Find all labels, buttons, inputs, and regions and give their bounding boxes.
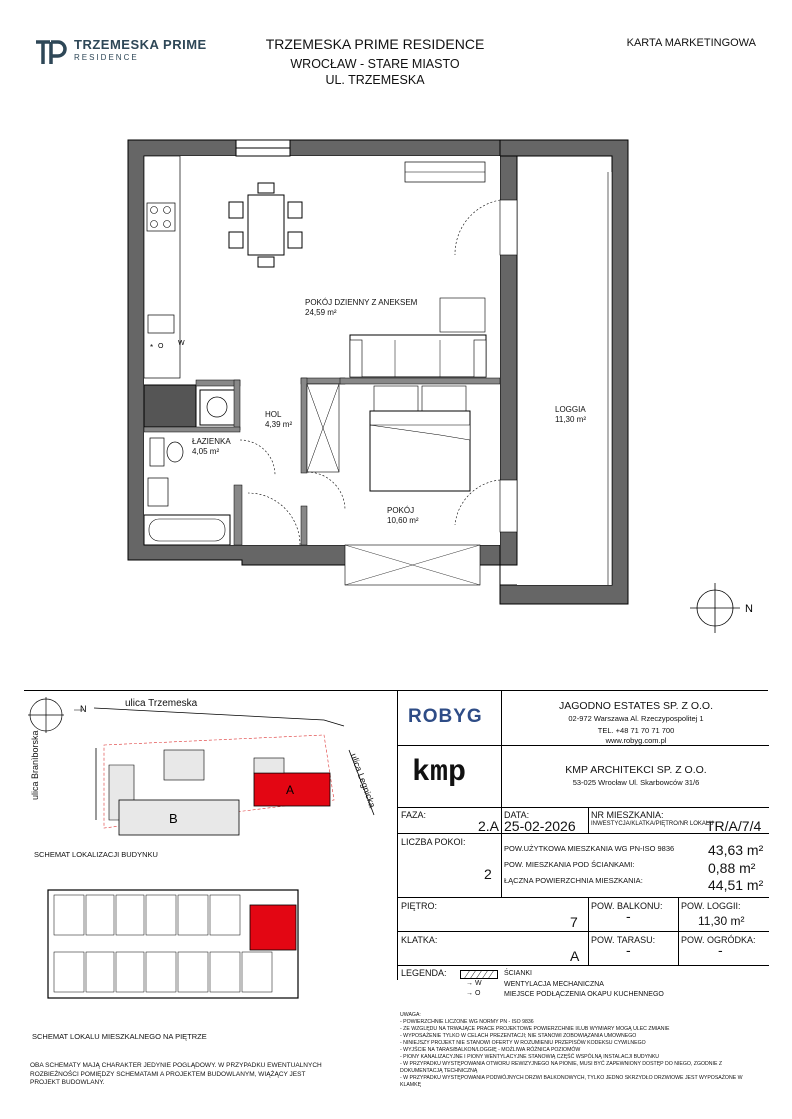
svg-text:N: N bbox=[80, 704, 87, 714]
location-line: WROCŁAW - STARE MIASTO bbox=[290, 57, 460, 71]
schema-footnote: OBA SCHEMATY MAJĄ CHARAKTER JEDYNIE POGLĄDOWY. W PRZYPADKU EWENTUALNYCH ROZBIEŻNOŚCI POMIĘDZY SCHEMATAMI A PROJEKTEM BUDOWLANYM, WIĄŻĄCY JEST PROJEKT BUDOWLANY. bbox=[30, 1062, 322, 1086]
developer-address: 02-972 Warszawa Al. Rzeczypospolitej 1 bbox=[568, 714, 704, 723]
developer-row bbox=[398, 690, 769, 746]
architect-address: 53-025 Wrocław Ul. Skarbowców 31/6 bbox=[572, 778, 700, 787]
date-value: 25-02-2026 bbox=[504, 818, 576, 834]
notes: UWAGA: - POWIERZCHNIE LICZONE WG NORMY PN - ISO 9836 - ZE WZGLĘDU NA TRWAJĄCE PRACE PROJEKTOWE POWIERZCHNIE I/LUB WYMIARY MOGĄ ULEC ZMIANIE - WYPOSAŻENIE TYLKO W CELACH PREZENTACJI; NIE STANOWI ZOBOWIĄZANIA UMOWNEGO - NINIEJSZY PROJEKT NIE STANOWI OFERTY W ROZUMIENIU PRZEPISÓW KODEKSU CYWILNEGO - WYJŚCIE NA TARAS/BALKON/LOGGIĘ - MOŻLIWA RÓŻNICA POZIOMÓW - PIONY KANALIZACYJNE I PIONY WENTYLACYJNE STANOWIĄ CZĘŚĆ WSPÓLNĄ INSTALACJI BUDYNKU - W PRZYPADKU WYSTĘPOWANIA OTWORU REWIZYJNEGO NA PIONIE, MUSI BYĆ ZAPEWNIONY DOSTĘP DO NIEGO, ZGODNIE Z DOKUMENTACJĄ TECHNICZNĄ - W PRZYPADKU WYSTĘPOWANIA PODWÓJNYCH DRZWI BALKONOWYCH, TYLKO JEDNO SKRZYDŁO DRZWIOWE JEST WYPOSAŻONE W KLAMKĘ bbox=[400, 1012, 743, 1088]
developer-name: JAGODNO ESTATES SP. Z O.O. bbox=[558, 700, 714, 712]
balcony-value: - bbox=[626, 908, 631, 924]
brand-sub: RESIDENCE bbox=[74, 53, 139, 62]
floor-row: PIĘTRO: 7 POW. BALKONU: - POW. LOGGII: 11,30 m² bbox=[398, 898, 769, 932]
trzemeska-prime-logo bbox=[34, 36, 68, 66]
page-title: TRZEMESKA PRIME RESIDENCE bbox=[265, 36, 485, 52]
rooms-value: 2 bbox=[484, 866, 492, 882]
card-type: KARTA MARKETINGOWA bbox=[626, 37, 756, 49]
hatch-swatch bbox=[460, 970, 498, 979]
phase-value: 2.A bbox=[478, 818, 500, 834]
architect-name: KMP ARCHITEKCI SP. Z O.O. bbox=[565, 764, 707, 776]
loggia-value: 11,30 m² bbox=[698, 914, 745, 928]
svg-text:O: O bbox=[158, 343, 164, 350]
label-bath: ŁAZIENKA 4,05 m² bbox=[192, 437, 231, 456]
svg-text:A: A bbox=[286, 783, 295, 797]
floor-value: 7 bbox=[570, 914, 578, 930]
caption-location: SCHEMAT LOKALIZACJI BUDYNKU bbox=[34, 850, 158, 859]
usable-area: 43,63 m² bbox=[708, 842, 764, 858]
apartment-number: TR/A/7/4 bbox=[706, 818, 762, 834]
label-hall: HOL 4,39 m² bbox=[265, 410, 293, 429]
terrace-value: - bbox=[626, 942, 631, 958]
stair-row: KLATKA: A POW. TARASU: - POW. OGRÓDKA: - bbox=[398, 932, 769, 966]
developer-web: www.robyg.com.pl bbox=[605, 736, 667, 745]
info-table: ROBYG JAGODNO ESTATES SP. Z O.O. 02-972 Warszawa Al. Rzeczypospolitej 1 TEL. +48 71 70 71 700 www.robyg.com.pl kmp KMP ARCHITEKCI SP. Z O.O. 53-025 Wrocław Ul. Skarbowców 31/6 FAZA: 2.A DATA: 25-02-2026 NR MIESZKANIA: INWESTYCJA/KLATKA/PIĘTRO/NR LOKALU TR/A/7/4 LICZBA POKOI: 2 POW.UŻYTKOWA MIESZKANIA WG PN-ISO 9836 43,63 m² POW. MIESZKANIA POD ŚCIANKAMI: 0,88 m² ŁĄCZNA POWIERZCHNIA MIESZKANIA: 44,51 m² PIĘTRO: 7 POW. BALKONU: - POW. LOGGII: 11,30 m² KLATKA: A POW. TARASU: - POW. OGRÓDKA: - LEGENDA: ŚCIANKI → W WENTYLACJA MECHANICZNA → O MIEJSCE PODŁĄCZENIA OKAPU KUCHENNEGO bbox=[397, 690, 768, 980]
label-living: POKÓJ DZIENNY Z ANEKSEM 24,59 m² bbox=[305, 298, 418, 317]
north-label: N bbox=[745, 603, 753, 615]
area-row: LICZBA POKOI: 2 POW.UŻYTKOWA MIESZKANIA WG PN-ISO 9836 43,63 m² POW. MIESZKANIA POD ŚCIANKAMI: 0,88 m² ŁĄCZNA POWIERZCHNIA MIESZKANIA: 44,51 m² bbox=[398, 834, 769, 898]
architect-row bbox=[398, 746, 769, 808]
area-under-walls: 0,88 m² bbox=[708, 860, 756, 876]
floor-plan bbox=[0, 100, 792, 690]
street-top: ulica Trzemeska bbox=[125, 698, 198, 709]
robyg-logo: ROBYG bbox=[408, 706, 483, 727]
label-loggia: LOGGIA 11,30 m² bbox=[555, 405, 586, 424]
brand-name: TRZEMESKA PRIME bbox=[74, 37, 207, 52]
kmp-logo: kmp bbox=[412, 756, 467, 790]
svg-text:*: * bbox=[150, 343, 154, 352]
svg-text:B: B bbox=[169, 811, 178, 826]
street-line: UL. TRZEMESKA bbox=[325, 73, 425, 87]
total-area: 44,51 m² bbox=[708, 877, 764, 893]
caption-floor: SCHEMAT LOKALU MIESZKALNEGO NA PIĘTRZE bbox=[32, 1032, 207, 1041]
developer-tel: TEL. +48 71 70 71 700 bbox=[597, 726, 675, 735]
street-right: ulica Legnicka bbox=[348, 752, 378, 810]
street-left: ulica Branìborska bbox=[30, 730, 40, 800]
garden-value: - bbox=[718, 942, 723, 958]
stair-value: A bbox=[570, 948, 580, 964]
svg-text:W: W bbox=[178, 340, 185, 347]
label-room: POKÓJ 10,60 m² bbox=[387, 506, 419, 525]
phase-row: FAZA: 2.A DATA: 25-02-2026 NR MIESZKANIA: INWESTYCJA/KLATKA/PIĘTRO/NR LOKALU TR/A/7/4 bbox=[398, 808, 769, 834]
